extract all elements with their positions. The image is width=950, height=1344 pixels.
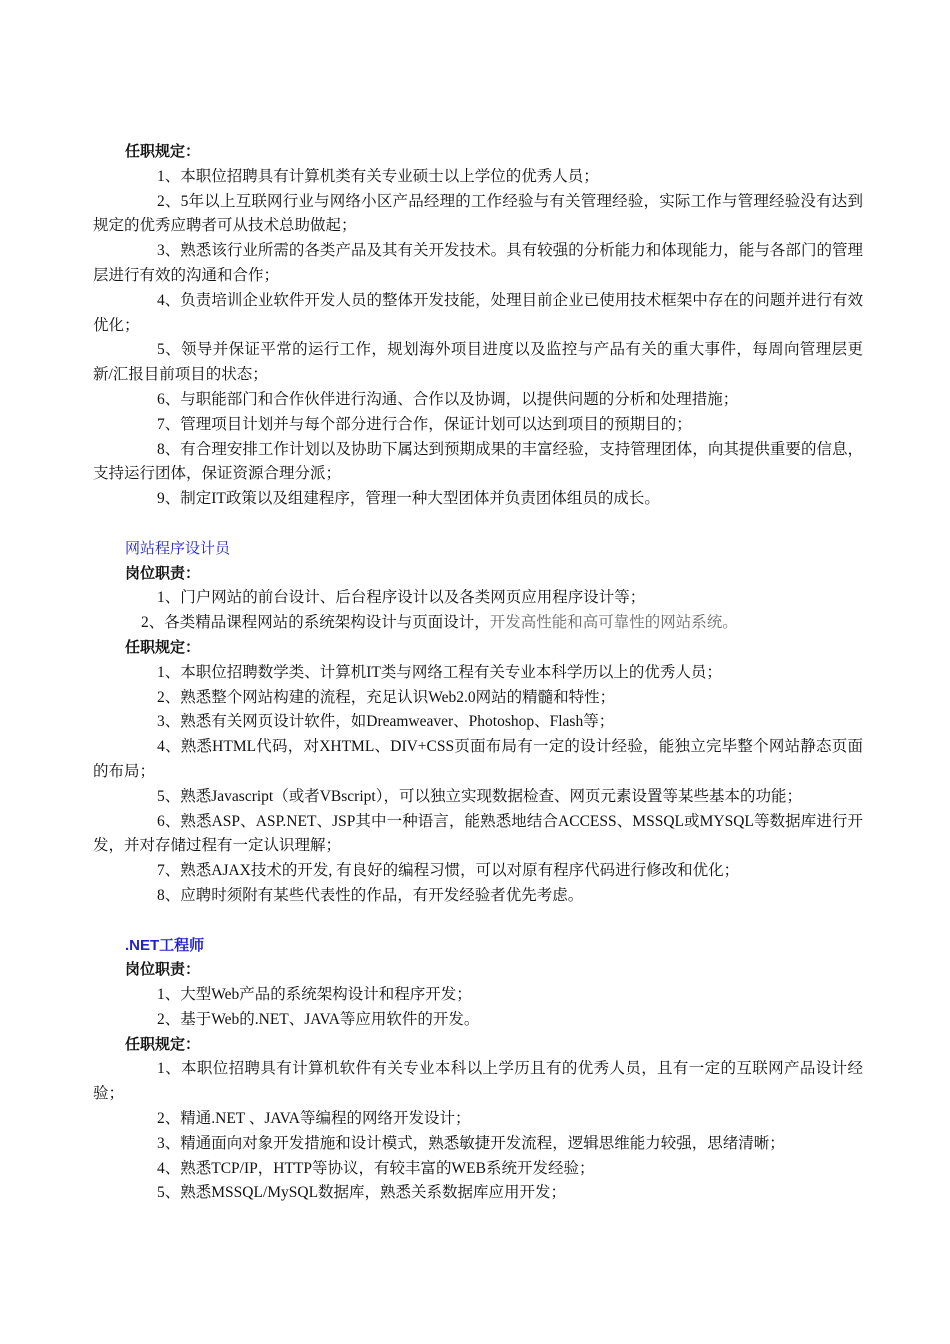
duty-item: 1、大型Web产品的系统架构设计和程序开发； — [157, 986, 472, 1004]
requirement-item: 6、与职能部门和合作伙伴进行沟通、合作以及协调，以提供问题的分析和处理措施； — [157, 390, 739, 408]
job-title-web-programmer: 网站程序设计员 — [125, 539, 231, 557]
requirement-item: 6、熟悉ASP、ASP.NET、JSP其中一种语言，能熟悉地结合ACCESS、MSSQL或MYSQL等数据库进行开发，并对存储过程有一定认识理解； — [93, 812, 863, 855]
section-gap — [93, 512, 863, 537]
requirement-item: 1、本职位招聘具有计算机类有关专业硕士以上学位的优秀人员； — [157, 167, 599, 185]
duties-label: 岗位职责： — [125, 564, 201, 582]
requirement-item: 2、5年以上互联网行业与网络小区产品经理的工作经验与有关管理经验，实际工作与管理经验没有达到规定的优秀应聘者可从技术总助做起； — [93, 192, 863, 235]
requirements-label: 任职规定： — [125, 1035, 201, 1053]
requirement-item: 5、领导并保证平常的运行工作，规划海外项目进度以及监控与产品有关的重大事件，每周向管理层更新/汇报目前项目的状态； — [93, 341, 863, 384]
requirements-label: 任职规定： — [125, 143, 201, 160]
requirement-item: 5、熟悉Javascript（或者VBscript），可以独立实现数据检查、网页元素设置等某些基本的功能； — [157, 787, 802, 805]
requirement-item: 4、熟悉HTML代码，对XHTML、DIV+CSS页面布局有一定的设计经验，能独立完毕整个网站静态页面的布局； — [93, 738, 863, 780]
requirement-item: 8、应聘时须附有某些代表性的作品，有开发经验者优先考虑。 — [157, 886, 584, 904]
duty-item: 1、门户网站的前台设计、后台程序设计以及各类网页应用程序设计等； — [157, 589, 646, 607]
requirement-item: 9、制定IT政策以及组建程序，管理一种大型团体并负责团体组员的成长。 — [157, 490, 660, 508]
requirement-item: 3、熟悉该行业所需的各类产品及其有关开发技术。具有较强的分析能力和体现能力，能与各部门的管理层进行有效的沟通和合作； — [93, 242, 863, 284]
requirement-item: 7、熟悉AJAX技术的开发, 有良好的编程习惯，可以对原有程序代码进行修改和优化； — [157, 862, 740, 880]
requirement-item: 7、管理项目计划并与每个部分进行合作，保证计划可以达到项目的预期目的； — [157, 415, 692, 433]
requirements-label: 任职规定： — [125, 638, 201, 656]
job-title-net-engineer: .NET工程师 — [125, 936, 205, 954]
requirement-item: 2、熟悉整个网站构建的流程，充足认识Web2.0网站的精髓和特性； — [157, 688, 616, 706]
requirement-item: 1、本职位招聘具有计算机软件有关专业本科以上学历且有的优秀人员，且有一定的互联网产品设计经验； — [93, 1060, 863, 1103]
requirement-item: 3、精通面向对象开发措施和设计模式，熟悉敏捷开发流程，逻辑思维能力较强，思绪清晰； — [157, 1134, 785, 1152]
requirement-item: 8、有合理安排工作计划以及协助下属达到预期成果的丰富经验，支持管理团体，向其提供重要的信息，支持运行团体，保证资源合理分派； — [93, 440, 863, 483]
requirement-item: 2、精通.NET 、JAVA等编程的网络开发设计； — [157, 1110, 471, 1128]
document-content — [93, 140, 863, 1206]
duty-item: 2、基于Web的.NET、JAVA等应用软件的开发。 — [157, 1010, 480, 1028]
duty-item — [93, 611, 863, 636]
requirement-item: 4、熟悉TCP/IP，HTTP等协议，有较丰富的WEB系统开发经验； — [157, 1159, 595, 1177]
section-gap — [93, 909, 863, 934]
requirement-item: 3、熟悉有关网页设计软件，如Dreamweaver、Photoshop、Flash等； — [157, 713, 615, 731]
duty-item-text-gray: 开发高性能和高可靠性的网站系统。 — [489, 614, 738, 632]
requirement-item: 4、负责培训企业软件开发人员的整体开发技能，处理目前企业已使用技术框架中存在的问题并进行有效优化； — [93, 291, 863, 334]
duty-item-text: 2、各类精品课程网站的系统架构设计与页面设计， — [141, 614, 490, 632]
requirement-item: 1、本职位招聘数学类、计算机IT类与网络工程有关专业本科学历以上的优秀人员； — [157, 663, 722, 681]
requirement-item: 5、熟悉MSSQL/MySQL数据库，熟悉关系数据库应用开发； — [157, 1184, 567, 1202]
duties-label: 岗位职责： — [125, 961, 201, 979]
